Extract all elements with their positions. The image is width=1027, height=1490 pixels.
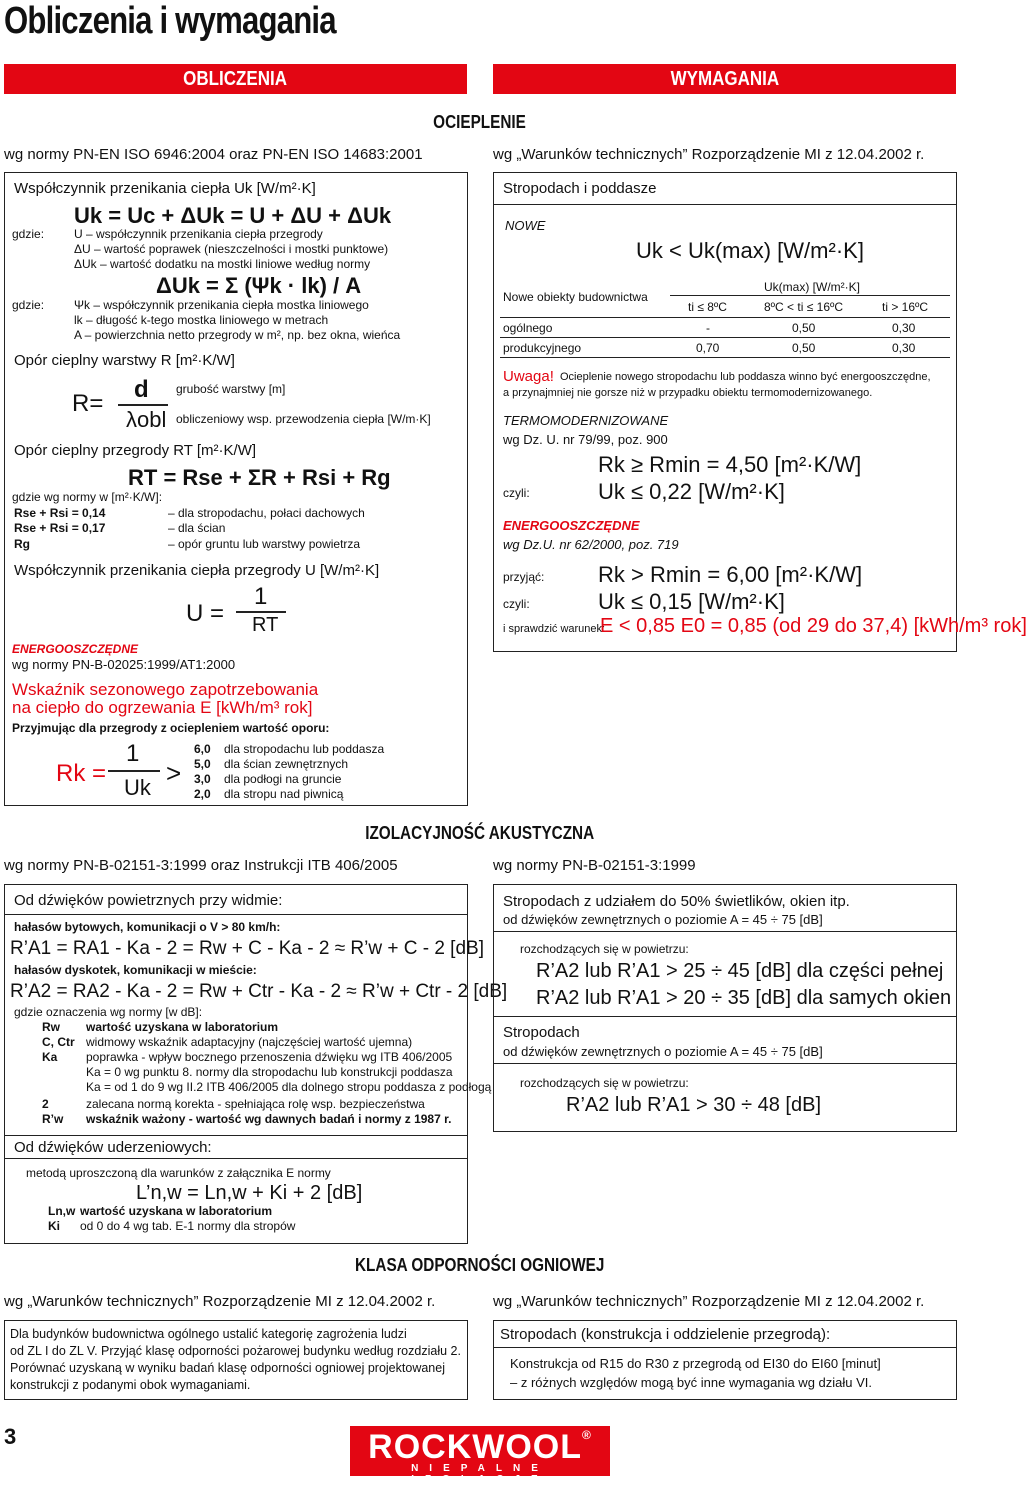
ogien-left-text-1: Dla budynków budownictwa ogólnego ustalić kategorię zagrożenia ludzi: [10, 1327, 407, 1341]
przyjmujac-text: Przyjmując dla przegrody z ociepleniem wartość oporu:: [12, 721, 330, 735]
rk-fraction-line: [108, 770, 160, 772]
rk-denominator: Uk: [124, 775, 151, 800]
logo-subtitle: NIEPALNE IZOLACJE: [411, 1463, 549, 1485]
rt3-desc: – opór gruntu lub warstwy powietrza: [168, 537, 361, 551]
def-ln-val: wartość uzyskana w laboratorium: [80, 1204, 273, 1218]
rt2-desc: – dla ścian: [168, 521, 226, 535]
uk-requirement: Uk < Uk(max) [W/m²·K]: [636, 238, 864, 263]
def-ln-key: Ln,w: [48, 1204, 76, 1218]
rk-val-4: 2,0: [194, 787, 211, 801]
rt1-desc: – dla stropodachu, połaci dachowych: [168, 506, 365, 520]
def-val-4: Ka = 0 wg punktu 8. normy dla stropodachu lub konstrukcji poddasza: [86, 1065, 453, 1079]
energo-eq-3: E < 0,85 E0 = 0,85 (od 29 do 37,4) [kWh/m³ rok]: [600, 615, 1027, 637]
akustyka-r-sub-1: od dźwięków zewnętrznych o poziomie A = 45 ÷ 75 [dB]: [503, 912, 823, 927]
r-heading: Opór cieplny warstwy R [m²·K/W]: [14, 352, 235, 369]
def-val-6: zalecana normą korekta - spełniająca rolę wsp. bezpieczeństwa: [86, 1097, 425, 1111]
rk-val-3: 3,0: [194, 772, 211, 786]
rt-heading: Opór cieplny przegrody RT [m²·K/W]: [14, 442, 257, 459]
rt-note: gdzie wg normy w [m²·K/W]:: [12, 490, 163, 504]
def-val-2: widmowy wskaźnik adaptacyjny (najczęściej wartość ujemna): [86, 1035, 413, 1049]
u-denominator: RT: [252, 614, 279, 636]
rt3-key: Rg: [14, 537, 30, 551]
energo-eq-2: Uk ≤ 0,15 [W/m²·K]: [598, 589, 785, 614]
wsk-heading-1: Wskaźnik sezonowego zapotrzebowania: [12, 680, 319, 699]
def-val-1: wartość uzyskana w laboratorium: [86, 1020, 279, 1034]
row-1-val-1: -: [706, 321, 710, 335]
rockwool-logo: [350, 1426, 610, 1485]
def-ki-key: Ki: [48, 1219, 60, 1233]
u-fraction-line: [236, 611, 286, 613]
rk-val-1: 6,0: [194, 742, 211, 756]
def-delta-u: ΔU – wartość poprawek (nieszczelności i mostki punktowe): [74, 242, 389, 256]
halas-1: hałasów bytowych, komunikacji o V > 80 km/h:: [14, 920, 281, 934]
def-key-6: 2: [42, 1097, 49, 1111]
def-a: A – powierzchnia netto przegrody w m², np. bez okna, wieńca: [74, 328, 401, 342]
u-eq-left: U =: [186, 600, 225, 627]
akustyka-eq-2: R’A2 = RA2 - Ka - 2 = Rw + Ctr - Ka - 2 ≈ R’w + Ctr - 2 [dB]: [10, 981, 508, 1002]
sprawdzic-label: i sprawdzić warunek:: [503, 623, 606, 635]
row-2-val-3: 0,30: [892, 341, 916, 355]
def-ki-val: od 0 do 4 wg tab. E-1 normy dla stropów: [80, 1219, 296, 1233]
r-d-desc: grubość warstwy [m]: [176, 382, 286, 396]
ogien-norm-left: wg „Warunków technicznych” Rozporządzenie MI z 12.04.2002 r.: [4, 1293, 436, 1310]
ogien-right-heading: Stropodach (konstrukcja i oddzielenie przegrodą):: [500, 1326, 831, 1343]
akustyka-req-2: R’A2 lub R’A1 > 20 ÷ 35 [dB] dla samych okien: [536, 987, 952, 1009]
table-rule-3: [500, 357, 950, 358]
termo-eq-1: Rk ≥ Rmin = 4,50 [m²·K/W]: [598, 452, 862, 477]
row-2-label: produkcyjnego: [503, 341, 582, 355]
ogien-right-rule: [493, 1347, 957, 1348]
termo-eq-2: Uk ≤ 0,22 [W/m²·K]: [598, 479, 785, 504]
page-title: Obliczenia i wymagania: [4, 0, 336, 42]
ogien-left-text-2: od ZL I do ZL V. Przyjąć klasę odporności pożarowej budynku według rozdziału 2.: [10, 1344, 461, 1358]
oznaczenia-label: gdzie oznaczenia wg normy [w dB]:: [14, 1005, 203, 1019]
akustyka-right-rule-1: [493, 931, 957, 932]
section-ogien: KLASA ODPORNOŚCI OGNIOWEJ: [355, 1255, 605, 1275]
r-numerator: d: [134, 376, 149, 403]
akustyka-req-3: R’A2 lub R’A1 > 30 ÷ 48 [dB]: [566, 1094, 822, 1116]
termo-norm: wg Dz. U. nr 79/99, poz. 900: [503, 432, 668, 447]
energo-eq-1: Rk > Rmin = 6,00 [m²·K/W]: [598, 562, 863, 587]
norm-left: wg normy PN-EN ISO 6946:2004 oraz PN-EN ISO 14683:2001: [4, 146, 423, 163]
r-fraction-line: [118, 404, 168, 406]
def-val-5: Ka = od 1 do 9 wg II.2 ITB 406/2005 dla dolnego stropu poddasza z podłogą: [86, 1080, 492, 1094]
row-2-val-2: 0,50: [792, 341, 816, 355]
wsk-heading-2: na ciepło do ogrzewania E [kWh/m³ rok]: [12, 698, 313, 717]
akustyka-r-head-1: Stropodach z udziałem do 50% świetlików, okien itp.: [503, 893, 850, 910]
halas-2: hałasów dyskotek, komunikacji w mieście:: [14, 963, 257, 977]
ogien-left-text-3: Porównać uzyskaną w wyniku badań klasę odporności ogniowej projektowanej: [10, 1361, 445, 1375]
def-val-7: wskaźnik ważony - wartość wg dawnych badań i normy z 1987 r.: [86, 1112, 452, 1126]
rk-desc-1: dla stropodachu lub poddasza: [224, 742, 385, 756]
rk-desc-2: dla ścian zewnętrznych: [224, 757, 349, 771]
def-u: U – współczynnik przenikania ciepła przegrody: [74, 227, 323, 241]
uderzeniowe-rule: [4, 1158, 468, 1159]
col-3: ti > 16ºC: [882, 300, 929, 314]
akustyka-eq-1: R’A1 = RA1 - Ka - 2 = Rw + C - Ka - 2 ≈ R’w + C - 2 [dB]: [10, 938, 484, 959]
delta-uk-equation: ΔUk = Σ (Ψk · lk) / A: [156, 273, 362, 298]
row-1-val-2: 0,50: [792, 321, 816, 335]
rozchodzacych-2: rozchodzących się w powietrzu:: [520, 1076, 689, 1090]
u-heading: Współczynnik przenikania ciepła przegrody U [W/m²·K]: [14, 562, 380, 579]
rk-val-2: 5,0: [194, 757, 211, 771]
powietrzne-rule: [4, 914, 468, 915]
def-key-1: Rw: [42, 1020, 60, 1034]
uwaga-label: Uwaga!: [503, 368, 554, 385]
row-2-val-1: 0,70: [696, 341, 720, 355]
akustyka-eq-3: L’n,w = Ln,w + Ki + 2 [dB]: [136, 1182, 363, 1204]
norm-right: wg „Warunków technicznych” Rozporządzenie MI z 12.04.2002 r.: [493, 146, 925, 163]
page-number: 3: [4, 1424, 17, 1449]
col-2: 8ºC < ti ≤ 16ºC: [764, 300, 844, 314]
rt2-key: Rse + Rsi = 0,17: [14, 521, 106, 535]
akustyka-right-rule-2: [493, 1016, 957, 1017]
metoda-text: metodą uproszczoną dla warunków z załącznika E normy: [26, 1166, 331, 1180]
def-key-2: C, Ctr: [42, 1035, 75, 1049]
def-lk: lk – długość k-tego mostka liniowego w metrach: [74, 313, 329, 327]
gdzie-label: gdzie:: [12, 227, 45, 241]
def-delta-uk: ΔUk – wartość dodatku na mostki liniowe według normy: [74, 257, 371, 271]
stropodach-rule: [493, 204, 957, 205]
r-lambda-desc: obliczeniowy wsp. przewodzenia ciepła [W/m·K]: [176, 412, 431, 426]
table-rule-2: [500, 337, 950, 338]
ogien-right-text-1: Konstrukcja od R15 do R30 z przegrodą od EI30 do EI60 [minut]: [510, 1356, 881, 1371]
przyjac-label: przyjąć:: [503, 570, 545, 584]
powietrzne-heading: Od dźwięków powietrznych przy widmie:: [14, 892, 283, 909]
akustyka-right-rule-3: [493, 1063, 957, 1064]
uderzeniowe-heading: Od dźwięków uderzeniowych:: [14, 1139, 212, 1156]
nowe-label: NOWE: [505, 218, 546, 233]
termo-label: TERMOMODERNIZOWANE: [503, 413, 669, 428]
uk-equation: Uk = Uc + ΔUk = U + ΔU + ΔUk: [74, 203, 392, 228]
akustyka-req-1: R’A2 lub R’A1 > 25 ÷ 45 [dB] dla części pełnej: [536, 960, 944, 982]
table-rule-1: [500, 317, 950, 318]
ukmax-rule: [670, 295, 950, 296]
akustyka-norm-right: wg normy PN-B-02151-3:1999: [493, 857, 696, 874]
czyli-1: czyli:: [503, 486, 530, 500]
gdzie-label-2: gdzie:: [12, 298, 45, 312]
uk-heading: Współczynnik przenikania ciepła Uk [W/m²·K]: [14, 180, 316, 197]
def-key-3: Ka: [42, 1050, 58, 1064]
uwaga-text-2: a przynajmniej nie gorsze niż w przypadku obiektu termomodernizowanego.: [503, 387, 873, 399]
akustyka-r-head-2: Stropodach: [503, 1024, 580, 1041]
rk-desc-3: dla podłogi na gruncie: [224, 772, 342, 786]
stropodach-heading: Stropodach i poddasze: [503, 180, 657, 197]
tab-wymagania: WYMAGANIA: [493, 64, 956, 94]
energo-norm-left: wg normy PN-B-02025:1999/AT1:2000: [12, 657, 236, 672]
rt-equation: RT = Rse + ΣR + Rsi + Rg: [128, 465, 391, 490]
akustyka-norm-left: wg normy PN-B-02151-3:1999 oraz Instrukcji ITB 406/2005: [4, 857, 398, 874]
rozchodzacych-1: rozchodzących się w powietrzu:: [520, 942, 689, 956]
row-1-label: ogólnego: [503, 321, 553, 335]
u-numerator: 1: [254, 583, 268, 610]
uwaga-text-1: Ocieplenie nowego stropodachu lub poddasza winno być energooszczędne,: [560, 371, 931, 383]
rk-desc-4: dla stropu nad piwnicą: [224, 787, 344, 801]
col-1: ti ≤ 8ºC: [688, 300, 727, 314]
r-denominator: λobl: [126, 407, 167, 432]
energo-label-left: ENERGOOSZCZĘDNE: [12, 642, 139, 656]
rk-numerator: 1: [126, 740, 140, 767]
logo-name: ROCKWOOL®: [368, 1428, 592, 1466]
r-eq-left: R=: [72, 390, 104, 417]
akustyka-r-sub-2: od dźwięków zewnętrznych o poziomie A = 45 ÷ 75 [dB]: [503, 1044, 823, 1059]
rk-greater-than: >: [166, 758, 182, 788]
ogien-norm-right: wg „Warunków technicznych” Rozporządzenie MI z 12.04.2002 r.: [493, 1293, 925, 1310]
ogien-left-text-4: konstrukcji z podanymi obok wymaganiami.: [10, 1378, 251, 1392]
section-akustyka: IZOLACYJNOŚĆ AKUSTYCZNA: [365, 823, 595, 843]
section-ocieplenie: OCIEPLENIE: [433, 112, 527, 132]
rt1-key: Rse + Rsi = 0,14: [14, 506, 106, 520]
def-val-3: poprawka - wpływ bocznego przenoszenia dźwięku wg ITB 406/2005: [86, 1050, 453, 1064]
rk-eq-left: Rk =: [56, 760, 107, 787]
def-psi: Ψk – współczynnik przenikania ciepła mostka liniowego: [74, 298, 369, 312]
ogien-right-text-2: – z różnych względów mogą być inne wymagania wg działu VI.: [510, 1375, 873, 1390]
energo-norm-right: wg Dz.U. nr 62/2000, poz. 719: [503, 537, 679, 552]
row-1-val-3: 0,30: [892, 321, 916, 335]
nowe-obiekty: Nowe obiekty budownictwa: [503, 290, 648, 304]
czyli-2: czyli:: [503, 597, 530, 611]
tab-obliczenia: OBLICZENIA: [4, 64, 467, 94]
energo-label-right: ENERGOOSZCZĘDNE: [503, 518, 640, 533]
ukmax-heading: Uk(max) [W/m²·K]: [764, 280, 860, 294]
def-key-7: R’w: [42, 1112, 64, 1126]
